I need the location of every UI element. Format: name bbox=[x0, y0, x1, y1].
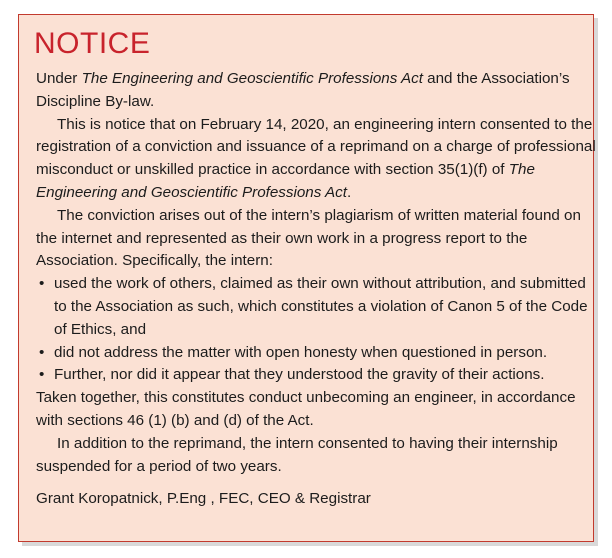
intro-lead: Under bbox=[36, 70, 82, 87]
list-item: • did not address the matter with open honesty when questioned in person. bbox=[36, 342, 596, 365]
violation-list bbox=[36, 273, 596, 387]
paragraph-lead: This is notice that on February 14, 2020, an engineering intern consented to the registration of a conviction and issuance of a reprimand on a charge of professional misconduct or unskilled practice in accordance with section 35(1)(f) of bbox=[36, 115, 596, 179]
paragraph-tail: . bbox=[346, 183, 352, 201]
act-title: The Engineering and Geoscientific Professions Act bbox=[36, 161, 535, 201]
notice-box bbox=[18, 14, 594, 542]
list-item: • used the work of others, claimed as their own without attribution, and submitted to the Association as such, which constitutes a violation of Canon 5 of the Code of Ethics, and bbox=[36, 273, 596, 341]
suspension-paragraph: In addition to the reprimand, the intern consented to having their internship suspended for a period of two years. bbox=[36, 434, 558, 475]
notice-paragraph bbox=[36, 114, 596, 205]
intro-act-title: The Engineering and Geoscientific Professions Act bbox=[81, 70, 423, 87]
intro-tail: and the Association’s Discipline By-law. bbox=[36, 70, 570, 110]
conclusion-paragraph: Taken together, this constitutes conduct unbecoming an engineer, in accordance with sections 46 (1) (b) and (d) of the Act. bbox=[36, 389, 576, 429]
intro-paragraph bbox=[36, 68, 596, 114]
conviction-paragraph: The conviction arises out of the intern’s plagiarism of written material found on the internet and represented as their own work in a progress report to the Association. Specifically, the intern: bbox=[36, 206, 581, 270]
notice-title: NOTICE bbox=[34, 27, 151, 60]
notice-body bbox=[36, 68, 596, 511]
signature: Grant Koropatnick, P.Eng , FEC, CEO & Registrar bbox=[36, 490, 371, 508]
list-item: • Further, nor did it appear that they understood the gravity of their actions. bbox=[36, 364, 596, 387]
